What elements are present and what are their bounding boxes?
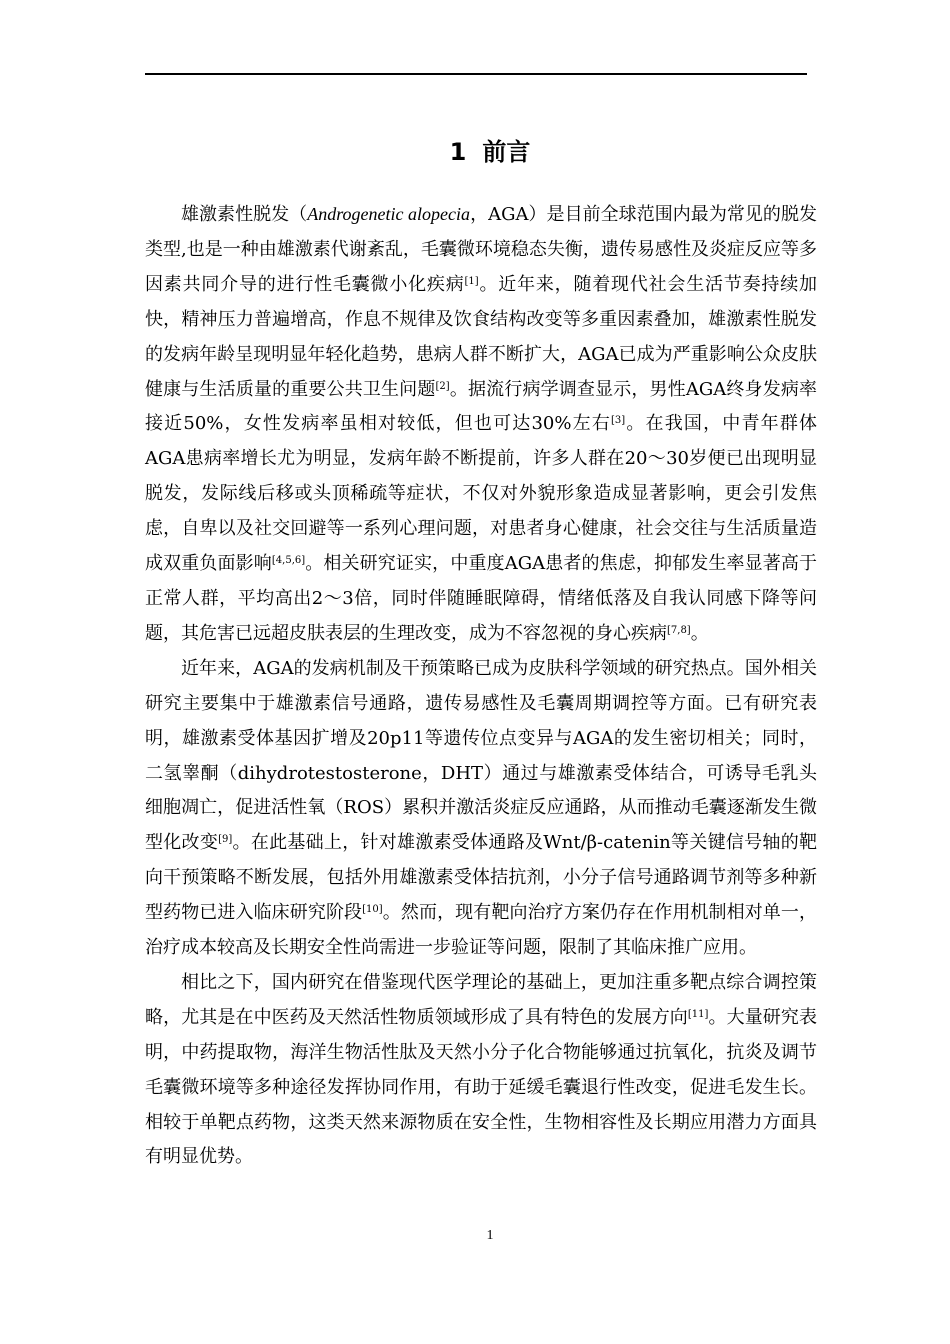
citation-ref: [1] <box>464 275 479 287</box>
paragraph-2 <box>145 652 817 966</box>
citation-ref: [11] <box>687 1008 709 1020</box>
latin-term: Androgenetic alopecia <box>307 204 471 224</box>
citation-ref: [9] <box>218 834 233 846</box>
text-run: 。在我国，中青年群体AGA患病率增长尤为明显，发病年龄不断提前，许多人群在20～30岁便已出现明显脱发，发际线后移或头顶稀疏等症状，不仅对外貌形象造成显著影响，更会引发焦虑，自卑以及社交回避等一系列心理问题，对患者身心健康，社会交往与生活质量造成双重负面影响 <box>145 413 818 575</box>
header-rule <box>145 73 807 75</box>
paragraph-1 <box>145 197 817 652</box>
text-run: 雄激素性脱发（ <box>181 204 308 225</box>
text-run: 近年来，AGA的发病机制及干预策略已成为皮肤科学领域的研究热点。国外相关研究主要集中于雄激素信号通路，遗传易感性及毛囊周期调控等方面。已有研究表明，雄激素受体基因扩增及20p11等遗传位点变异与AGA的发生密切相关；同时，二氢睾酮（dihydrotestosterone，DHT）通过与雄激素受体结合，可诱导毛乳头细胞凋亡，促进活性氧（ROS）累积并激活炎症反应通路，从而推动毛囊逐渐发生微型化改变 <box>145 657 817 854</box>
paragraph-3 <box>145 966 817 1175</box>
citation-ref: [3] <box>611 415 626 427</box>
text-run: ，AGA）是目前全球范围内最为常见的脱发类型,也是一种由雄激素代谢紊乱，毛囊微环境稳态失衡，遗传易感性及炎症反应等多因素共同介导的进行性毛囊微小化疾病 <box>145 204 817 295</box>
text-run: 。据流行病学调查显示，男性AGA终身发病率接近50%，女性发病率虽相对较低，但也可达30%左右 <box>145 378 818 435</box>
citation-ref: [4,5,6] <box>271 555 306 567</box>
page-number: 1 <box>486 1228 494 1243</box>
text-run: 。相关研究证实，中重度AGA患者的焦虑，抑郁发生率显著高于正常人群，平均高出2～3倍，同时伴随睡眠障碍，情绪低落及自我认同感下降等问题，其危害已远超皮肤表层的生理改变，成为不容忽视的身心疾病 <box>145 553 818 644</box>
text-run: 相比之下，国内研究在借鉴现代医学理论的基础上，更加注重多靶点综合调控策略，尤其是在中医药及天然活性物质领域形成了具有特色的发展方向 <box>145 971 817 1028</box>
text-run: 。在此基础上，针对雄激素受体通路及Wnt/β-catenin等关键信号轴的靶向干预策略不断发展，包括外用雄激素受体拮抗剂，小分子信号通路调节剂等多种新型药物已进入临床研究阶段 <box>145 832 817 924</box>
section-number: 1 <box>449 138 467 166</box>
citation-ref: [7,8] <box>667 624 691 636</box>
text-run: 。 <box>690 622 709 644</box>
body-text <box>145 197 817 1175</box>
text-run: 。近年来，随着现代社会生活节奏持续加快，精神压力普遍增高，作息不规律及饮食结构改变等多重因素叠加，雄激素性脱发的发病年龄呈现明显年轻化趋势，患病人群不断扩大，AGA已成为严重影响公众皮肤健康与生活质量的重要公共卫生问题 <box>145 273 817 400</box>
citation-ref: [2] <box>435 380 450 392</box>
section-title: 前言 <box>482 138 531 166</box>
citation-ref: [10] <box>362 904 383 916</box>
text-run: 。大量研究表明，中药提取物，海洋生物活性肽及天然小分子化合物能够通过抗氧化，抗炎及调节毛囊微环境等多种途径发挥协同作用，有助于延缓毛囊退行性改变，促进毛发生长。相较于单靶点药物，这类天然来源物质在安全性，生物相容性及长期应用潜力方面具有明显优势。 <box>145 1006 817 1168</box>
text-run: 。然而，现有靶向治疗方案仍存在作用机制相对单一，治疗成本较高及长期安全性尚需进一步验证等问题，限制了其临床推广应用。 <box>145 902 817 959</box>
section-heading <box>145 136 835 168</box>
